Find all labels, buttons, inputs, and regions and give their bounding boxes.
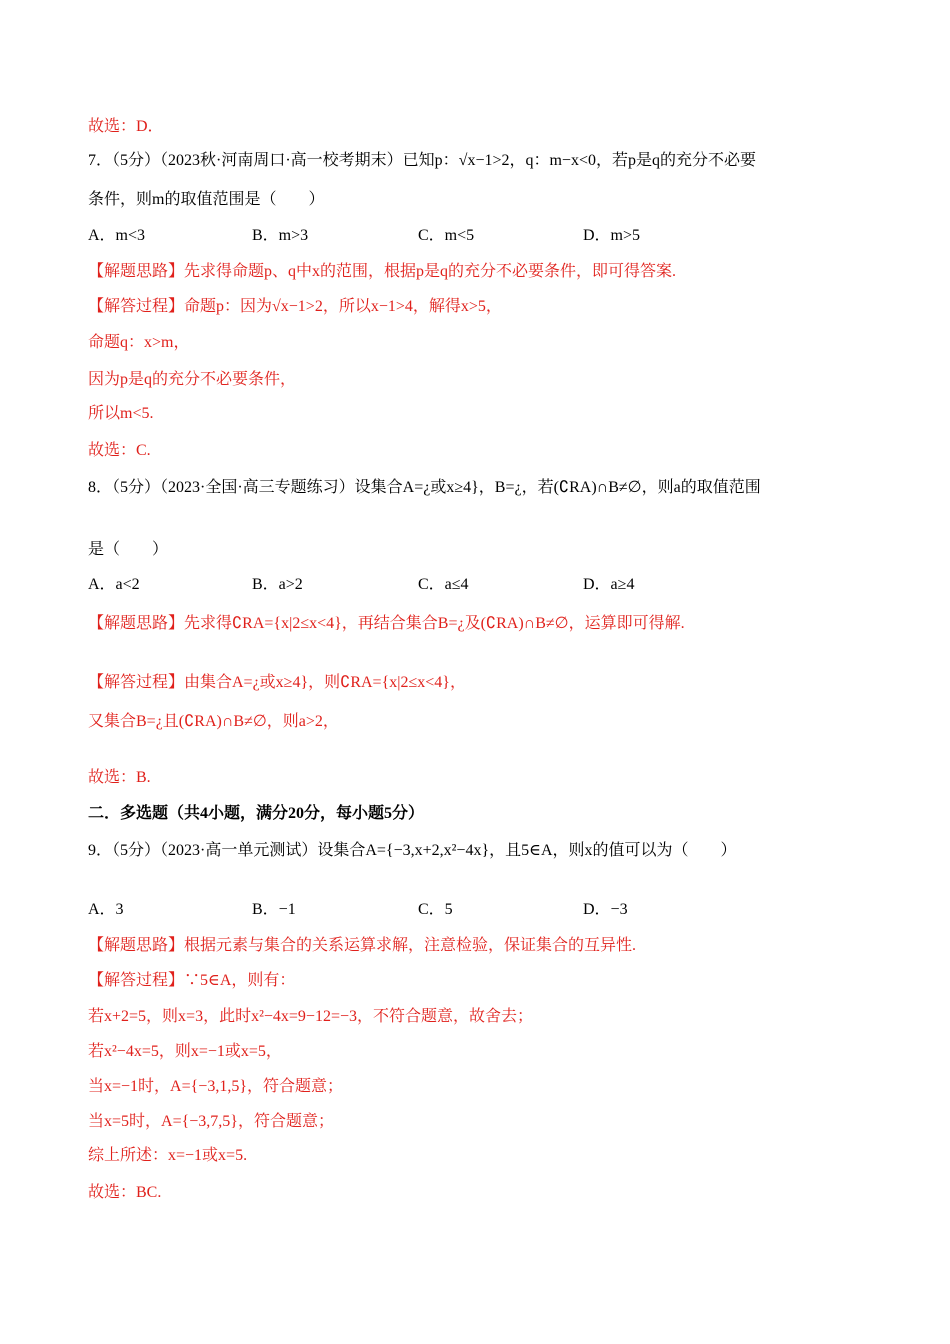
q9-solution-line: 若x²−4x=5，则x=−1或x=5， (88, 1043, 282, 1060)
q7-option-c: C．m<5 (418, 227, 475, 244)
q8-option-b: B．a>2 (252, 576, 303, 593)
question-8-stem: 8．（5分）（2023·全国·高三专题练习）设集合A=¿或x≥4}，B=¿，若(∁RA)∩B≠∅，则a的取值范围 (88, 479, 761, 496)
question-7-stem: 7．（5分）（2023秋·河南周口·高一校考期末）已知p：√x−1>2，q：m−x<0，若p是q的充分不必要 (88, 152, 756, 169)
q9-solution-line: 当x=−1时，A={−3,1,5}，符合题意； (88, 1078, 344, 1095)
q9-option-b: B．−1 (252, 901, 296, 918)
q8-solution-idea: 【解题思路】先求得∁RA={x|2≤x<4}，再结合集合B=¿及(∁RA)∩B≠∅，运算即可得解. (88, 615, 685, 632)
answer-line-q9: 故选：BC. (88, 1184, 162, 1201)
q9-option-a: A．3 (88, 901, 124, 918)
q7-option-d: D．m>5 (583, 227, 641, 244)
answer-line-q7: 故选：C. (88, 442, 151, 459)
question-8-stem-cont: 是（ ） (88, 541, 169, 558)
q8-option-a: A．a<2 (88, 576, 140, 593)
question-9-stem: 9．（5分）（2023·高一单元测试）设集合A={−3,x+2,x²−4x}，且5∈A，则x的值可以为（ ） (88, 842, 737, 859)
q7-solution-process: 【解答过程】命题p：因为√x−1>2，所以x−1>4，解得x>5， (88, 298, 502, 315)
q7-solution-line: 因为p是q的充分不必要条件， (88, 371, 297, 388)
q9-solution-line: 综上所述：x=−1或x=5. (88, 1147, 248, 1164)
answer-line-q8: 故选：B. (88, 769, 151, 786)
q7-solution-idea: 【解题思路】先求得命题p、q中x的范围，根据p是q的充分不必要条件，即可得答案. (88, 263, 677, 280)
q9-solution-idea: 【解题思路】根据元素与集合的关系运算求解，注意检验，保证集合的互异性. (88, 937, 637, 954)
q7-solution-line: 命题q：x>m， (88, 334, 190, 351)
q9-solution-process: 【解答过程】∵5∈A，则有： (88, 972, 296, 989)
q9-option-d: D．−3 (583, 901, 628, 918)
q9-solution-line: 当x=5时，A={−3,7,5}，符合题意； (88, 1113, 334, 1130)
q8-option-d: D．a≥4 (583, 576, 635, 593)
q7-option-b: B．m>3 (252, 227, 309, 244)
q8-option-c: C．a≤4 (418, 576, 469, 593)
q9-solution-line: 若x+2=5，则x=3，此时x²−4x=9−12=−3，不符合题意，故舍去； (88, 1008, 533, 1025)
q9-option-c: C．5 (418, 901, 453, 918)
question-7-stem-cont: 条件，则m的取值范围是（ ） (88, 191, 325, 208)
section-heading-multiple-choice: 二．多选题（共4小题，满分20分，每小题5分） (88, 805, 425, 822)
q8-solution-process: 【解答过程】由集合A=¿或x≥4}，则∁RA={x|2≤x<4}， (88, 674, 466, 691)
q8-solution-line: 又集合B=¿且(∁RA)∩B≠∅，则a>2， (88, 713, 339, 730)
q7-solution-line: 所以m<5. (88, 405, 154, 422)
q7-option-a: A．m<3 (88, 227, 146, 244)
answer-line-q6: 故选：D． (88, 118, 164, 135)
